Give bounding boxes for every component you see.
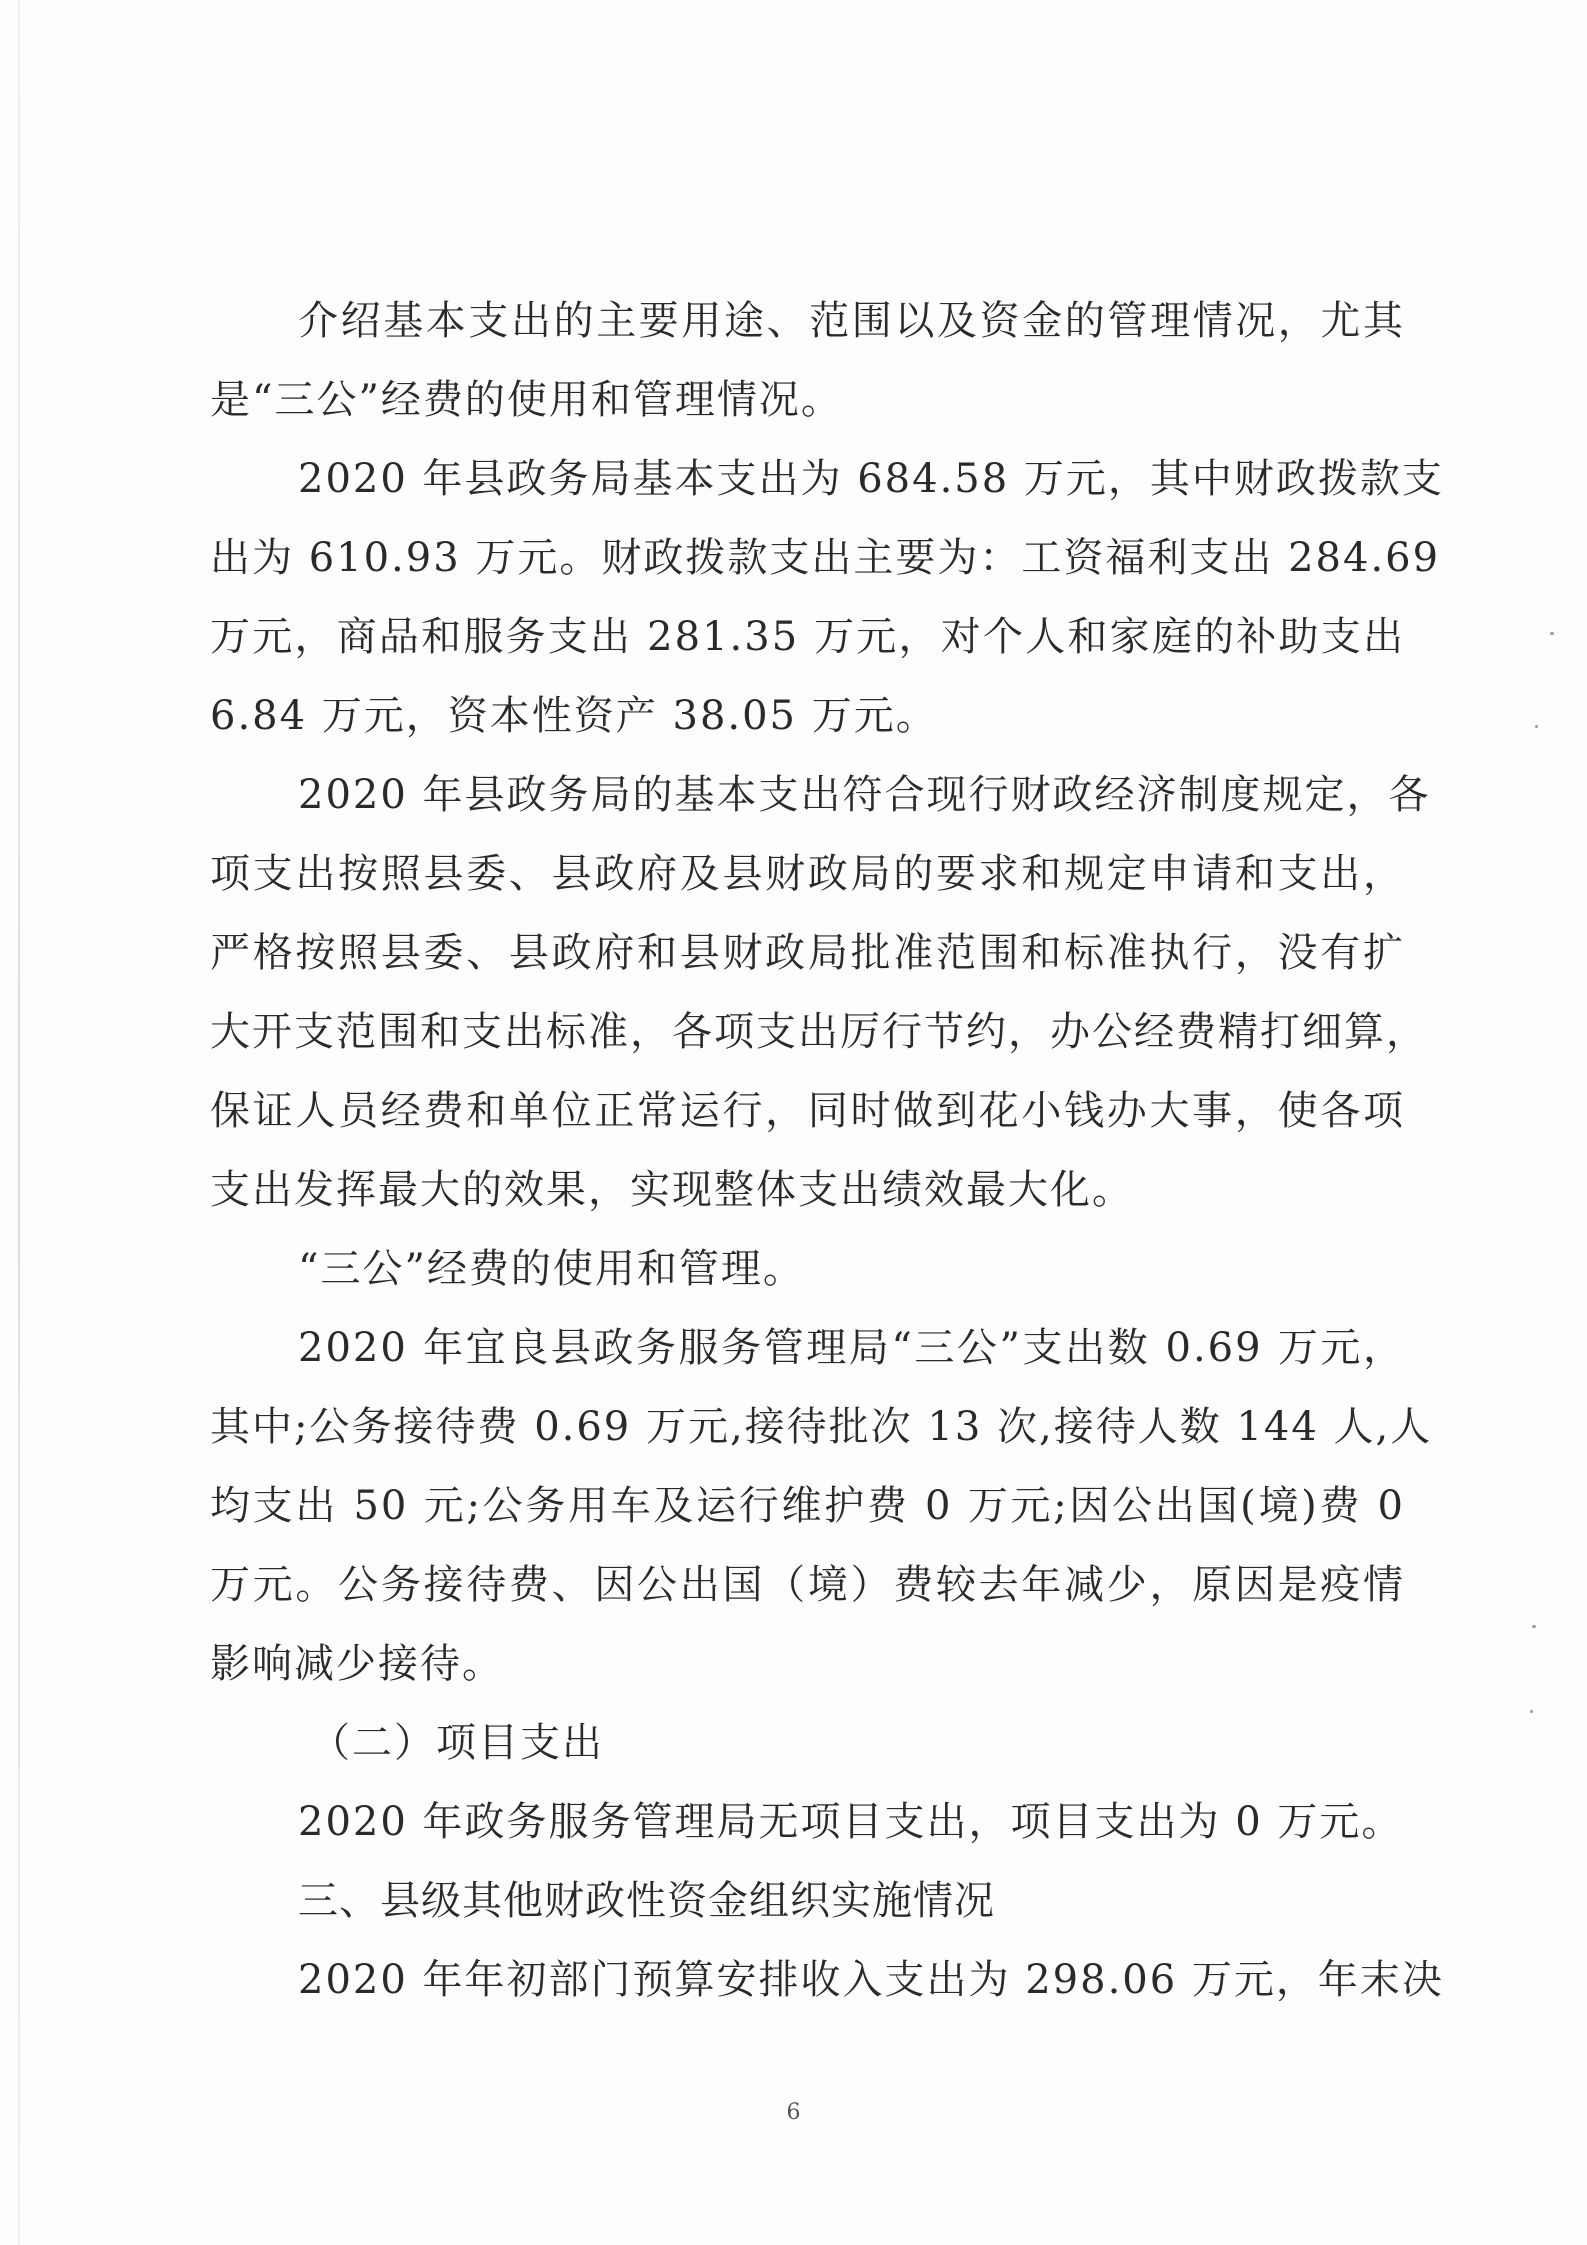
paragraph-line: 万元。公务接待费、因公出国（境）费较去年减少，原因是疫情 [210, 1562, 1405, 1608]
page-number: 6 [786, 2100, 801, 2125]
scan-speck [1535, 725, 1538, 728]
paragraph-line: 2020 年县政务局基本支出为 684.58 万元，其中财政拨款支 [298, 456, 1444, 502]
paragraph-line: 万元，商品和服务支出 281.35 万元，对个人和家庭的补助支出 [210, 614, 1405, 660]
paragraph-line: 其中;公务接待费 0.69 万元,接待批次 13 次,接待人数 144 人,人 [210, 1404, 1433, 1450]
paragraph-line: 2020 年政务服务管理局无项目支出，项目支出为 0 万元。 [298, 1799, 1404, 1845]
paragraph-line: 出为 610.93 万元。财政拨款支出主要为：工资福利支出 284.69 [210, 535, 1441, 581]
paragraph-line: 支出发挥最大的效果，实现整体支出绩效最大化。 [210, 1167, 1134, 1213]
paragraph-line: 介绍基本支出的主要用途、范围以及资金的管理情况，尤其 [298, 298, 1405, 344]
scan-speck [1550, 632, 1554, 635]
paragraph-line: 严格按照县委、县政府和县财政局批准范围和标准执行，没有扩 [210, 930, 1405, 976]
paragraph-line: 项支出按照县委、县政府及县财政局的要求和规定申请和支出， [210, 851, 1405, 897]
paragraph-line: 是“三公”经费的使用和管理情况。 [210, 377, 843, 423]
paragraph-line: 影响减少接待。 [210, 1641, 504, 1687]
section-subtitle: “三公”经费的使用和管理。 [298, 1246, 805, 1292]
scan-speck [1530, 1710, 1533, 1713]
paragraph-line: 2020 年宜良县政务服务管理局“三公”支出数 0.69 万元， [298, 1325, 1405, 1371]
paragraph-line: 2020 年县政务局的基本支出符合现行财政经济制度规定，各 [298, 772, 1431, 818]
section-heading: 三、县级其他财政性资金组织实施情况 [298, 1878, 995, 1924]
paragraph-line: 保证人员经费和单位正常运行，同时做到花小钱办大事，使各项 [210, 1088, 1405, 1134]
paragraph-line: 6.84 万元，资本性资产 38.05 万元。 [210, 693, 938, 739]
paragraph-line: 均支出 50 元;公务用车及运行维护费 0 万元;因公出国(境)费 0 [210, 1483, 1405, 1529]
scan-speck [1532, 1625, 1536, 1628]
paragraph-line: 大开支范围和支出标准，各项支出厉行节约，办公经费精打细算， [210, 1009, 1428, 1055]
scan-edge [18, 0, 20, 2245]
section-heading: （二）项目支出 [310, 1720, 604, 1766]
body-text [210, 282, 1444, 2020]
paragraph-line: 2020 年年初部门预算安排收入支出为 298.06 万元，年末决 [298, 1957, 1444, 2003]
